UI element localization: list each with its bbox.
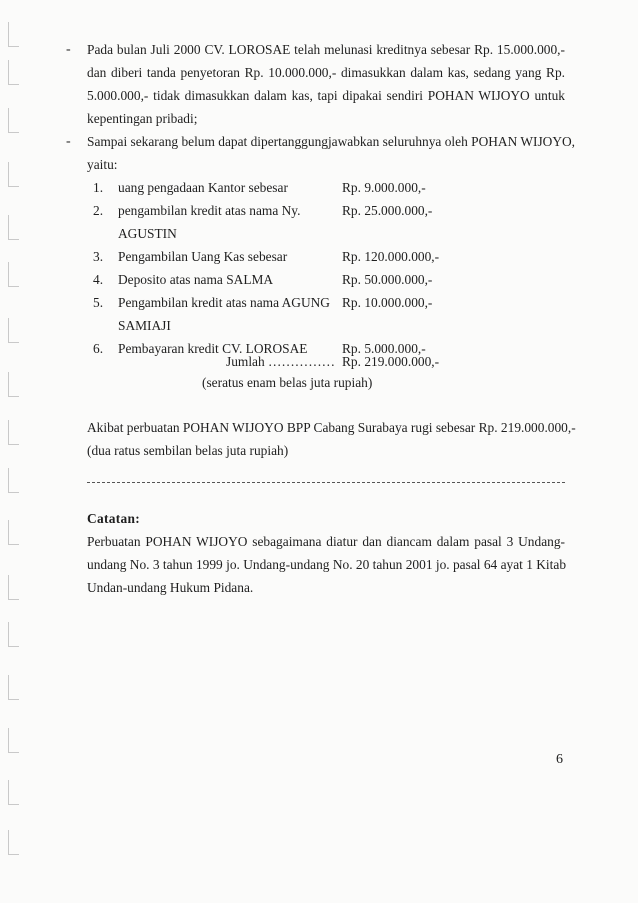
item-description: Pengambilan kredit atas nama AGUNG (118, 295, 330, 310)
item-amount: Rp. 50.000.000,- (342, 272, 433, 287)
item-number: 4. (93, 272, 104, 287)
item-amount: Rp. 5.000.000,- (342, 341, 426, 356)
binding-mark (8, 830, 19, 855)
paragraph-line: yaitu: (87, 157, 118, 172)
binding-mark (8, 318, 19, 343)
binding-mark (8, 520, 19, 545)
binding-margin (0, 0, 34, 903)
binding-mark (8, 215, 19, 240)
item-amount: Rp. 25.000.000,- (342, 203, 433, 218)
item-description: Deposito atas nama SALMA (118, 272, 274, 287)
paragraph-line: Pada bulan Juli 2000 CV. LOROSAE telah melunasi kreditnya sebesar Rp. 15.000.000,- (87, 42, 565, 57)
bullet-dash: - (66, 42, 71, 57)
paragraph-line: 5.000.000,- tidak dimasukkan dalam kas, tapi dipakai sendiri POHAN WIJOYO untuk (87, 88, 565, 103)
item-amount: Rp. 120.000.000,- (342, 249, 440, 264)
item-description: Pengambilan Uang Kas sebesar (118, 249, 288, 264)
item-number: 3. (93, 249, 104, 264)
akibat-line: Akibat perbuatan POHAN WIJOYO BPP Cabang Surabaya rugi sebesar Rp. 219.000.000,- (87, 420, 576, 435)
total-in-words: (seratus enam belas juta rupiah) (202, 375, 373, 390)
akibat-line: (dua ratus sembilan belas juta rupiah) (87, 443, 289, 458)
binding-mark (8, 262, 19, 287)
binding-mark (8, 372, 19, 397)
paragraph-line: dan diberi tanda penyetoran Rp. 10.000.000,- dimasukkan dalam kas, sedang yang Rp. (87, 65, 565, 80)
binding-mark (8, 420, 19, 445)
item-description: uang pengadaan Kantor sebesar (118, 180, 288, 195)
item-description-cont: AGUSTIN (118, 226, 177, 241)
catatan-line: Undan-undang Hukum Pidana. (87, 580, 254, 595)
catatan-line: Perbuatan POHAN WIJOYO sebagaimana diatur dan diancam dalam pasal 3 Undang- (87, 534, 565, 549)
catatan-line: undang No. 3 tahun 1999 jo. Undang-undang No. 20 tahun 2001 jo. pasal 64 ayat 1 Kitab (87, 557, 567, 572)
total-label: Jumlah …………… (226, 354, 335, 369)
paragraph-line: Sampai sekarang belum dapat dipertanggungjawabkan seluruhnya oleh POHAN WIJOYO, (87, 134, 576, 149)
binding-mark (8, 780, 19, 805)
item-description: Pembayaran kredit CV. LOROSAE (118, 341, 308, 356)
item-number: 6. (93, 341, 104, 356)
dashed-divider (87, 482, 565, 483)
catatan-heading: Catatan: (87, 511, 140, 526)
binding-mark (8, 162, 19, 187)
paragraph-line: kepentingan pribadi; (87, 111, 198, 126)
item-description: pengambilan kredit atas nama Ny. (118, 203, 301, 218)
binding-mark (8, 728, 19, 753)
total-amount: Rp. 219.000.000,- (342, 354, 440, 369)
binding-mark (8, 675, 19, 700)
binding-mark (8, 575, 19, 600)
item-number: 1. (93, 180, 104, 195)
item-amount: Rp. 10.000.000,- (342, 295, 433, 310)
item-number: 2. (93, 203, 104, 218)
item-amount: Rp. 9.000.000,- (342, 180, 426, 195)
binding-mark (8, 468, 19, 493)
page-number: 6 (556, 752, 563, 767)
binding-mark (8, 622, 19, 647)
item-description-cont: SAMIAJI (118, 318, 171, 333)
binding-mark (8, 60, 19, 85)
bullet-dash: - (66, 134, 71, 149)
binding-mark (8, 108, 19, 133)
binding-mark (8, 22, 19, 47)
item-number: 5. (93, 295, 104, 310)
